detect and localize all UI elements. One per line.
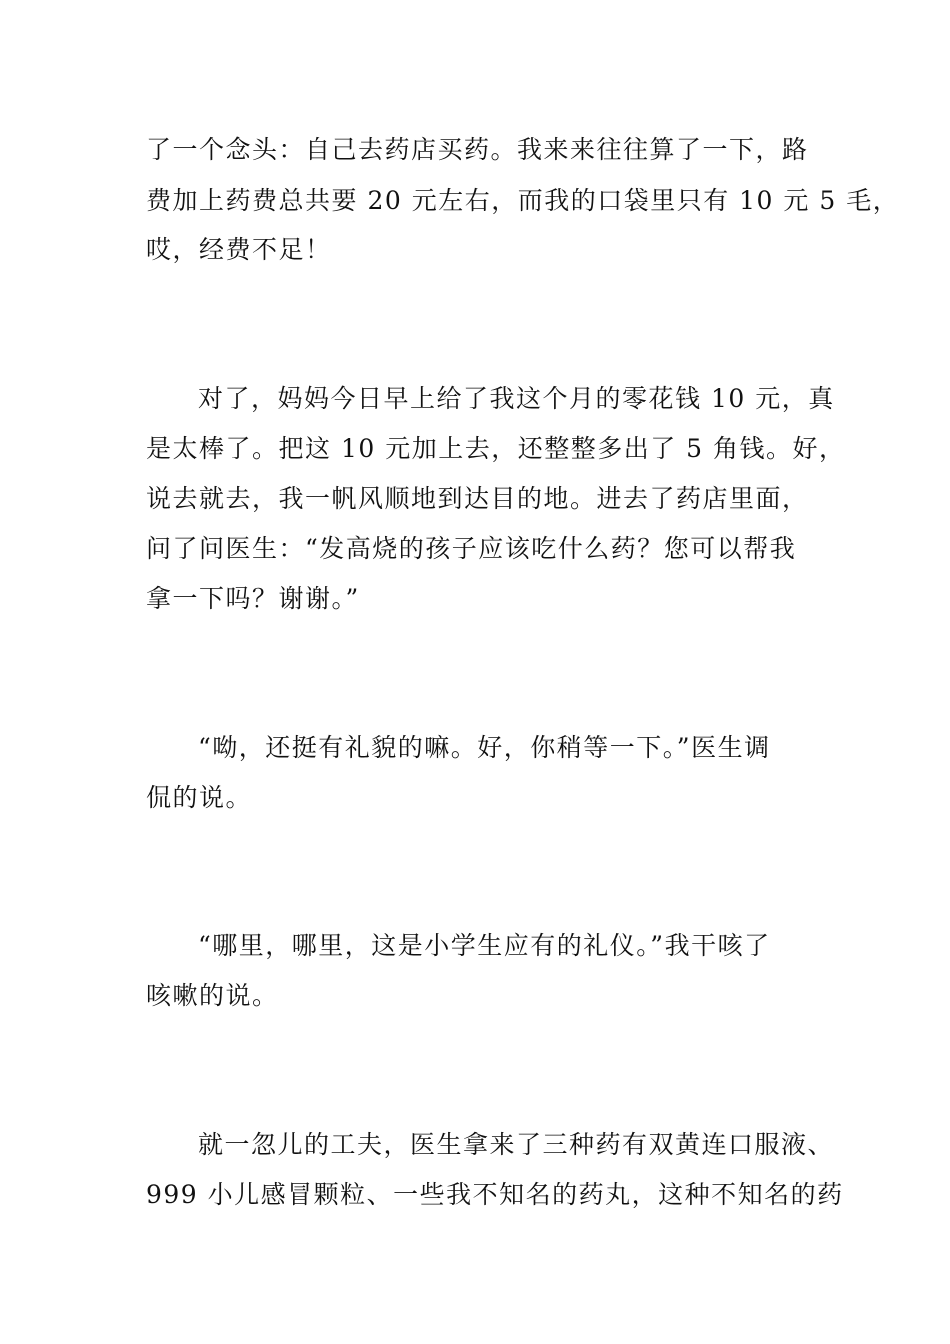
text-line: 问了问医生：“发高烧的孩子应该吃什么药？您可以帮我 bbox=[146, 534, 797, 563]
text-line: 费加上药费总共要 20 元左右，而我的口袋里只有 10 元 5 毛， bbox=[146, 186, 900, 215]
text-line: 是太棒了。把这 10 元加上去，还整整多出了 5 角钱。好， bbox=[146, 434, 846, 463]
text-line: 对了，妈妈今日早上给了我这个月的零花钱 10 元，真 bbox=[198, 384, 835, 413]
text-line: “呦，还挺有礼貌的嘛。好，你稍等一下。”医生调 bbox=[198, 733, 771, 762]
text-line: 咳嗽的说。 bbox=[146, 981, 279, 1010]
text-line: “哪里，哪里，这是小学生应有的礼仪。”我干咳了 bbox=[198, 931, 771, 960]
text-line: 了一个念头：自己去药店买药。我来来往往算了一下，路 bbox=[146, 135, 809, 164]
text-line: 侃的说。 bbox=[146, 783, 253, 812]
text-line: 999 小儿感冒颗粒、一些我不知名的药丸，这种不知名的药 bbox=[146, 1180, 844, 1209]
text-line: 拿一下吗？谢谢。” bbox=[146, 584, 360, 613]
text-line: 哎，经费不足！ bbox=[146, 235, 332, 264]
text-line: 说去就去，我一帆风顺地到达目的地。进去了药店里面， bbox=[146, 484, 809, 513]
text-line: 就一忽儿的工夫，医生拿来了三种药有双黄连口服液、 bbox=[198, 1130, 835, 1159]
